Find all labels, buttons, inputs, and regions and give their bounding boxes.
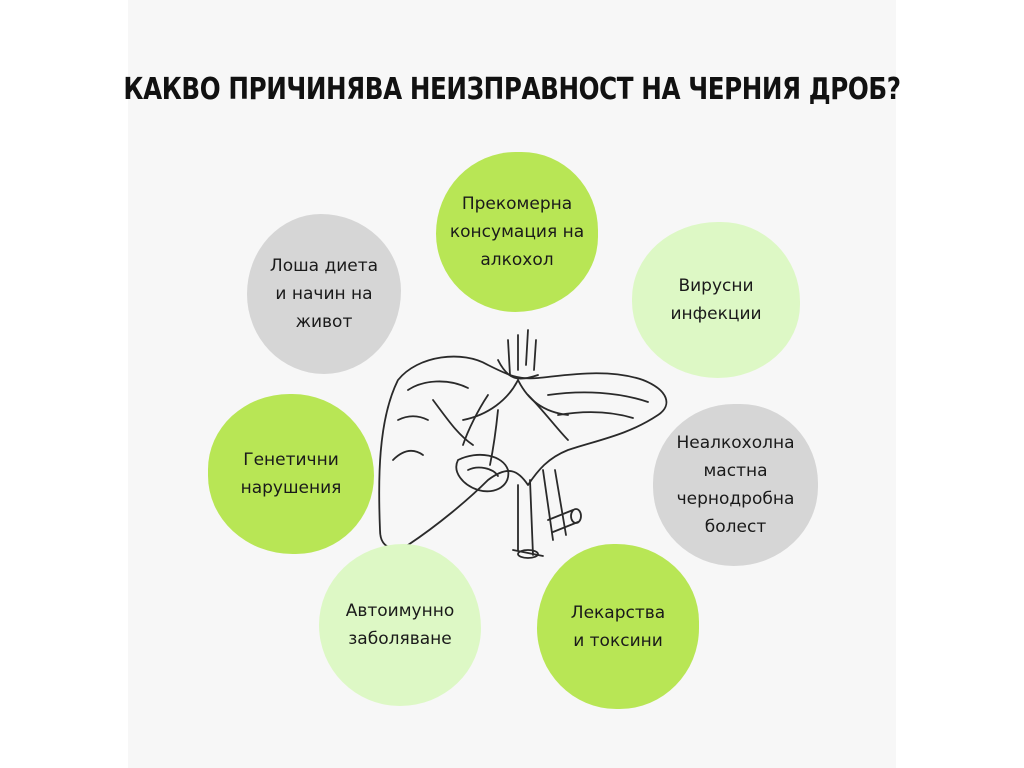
cause-alcohol: Прекомерна консумация на алкохол — [436, 152, 598, 312]
page-title: КАКВО ПРИЧИНЯВА НЕИЗПРАВНОСТ НА ЧЕРНИЯ ДРОБ? — [123, 72, 901, 107]
cause-genetic: Генетични нарушения — [208, 394, 374, 554]
cause-diet: Лоша диета и начин на живот — [247, 214, 401, 374]
cause-viral: Вирусни инфекции — [632, 222, 800, 378]
cause-autoimmune: Автоимунно заболяване — [319, 544, 481, 706]
cause-nafld: Неалкохолна мастна чернодробна болест — [653, 404, 818, 566]
liver-illustration — [368, 320, 688, 570]
cause-drugs: Лекарства и токсини — [537, 544, 699, 709]
